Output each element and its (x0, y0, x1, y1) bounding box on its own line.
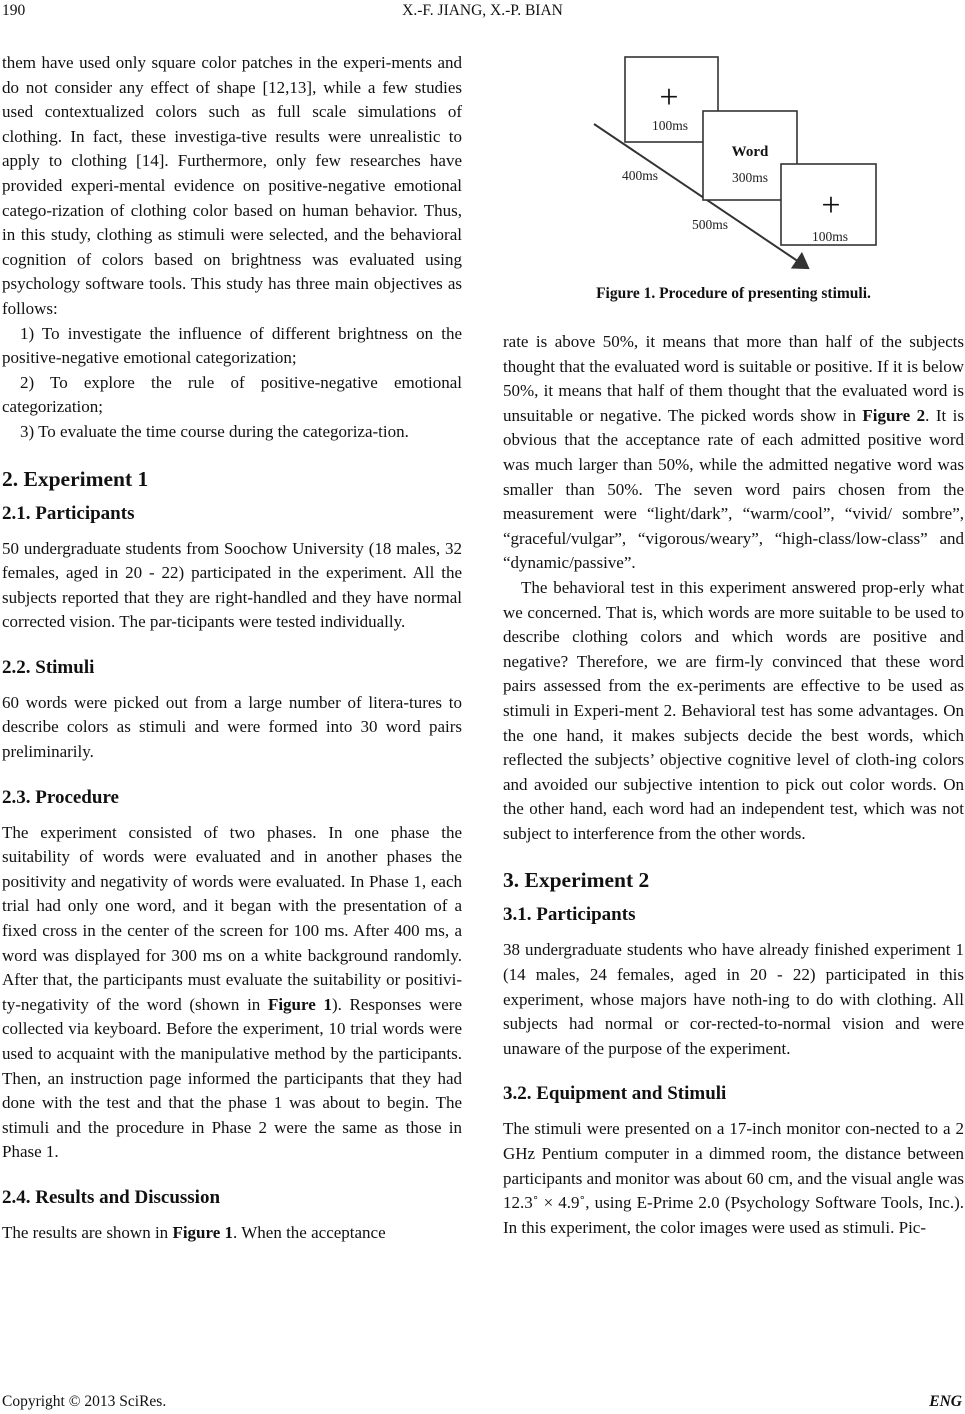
results-paragraph: The results are shown in Figure 1. When the acceptance (2, 1222, 386, 1242)
objective-3: 3) To evaluate the time course during the categoriza-tion. (20, 421, 409, 441)
duration-label-500ms: 500ms (691, 217, 729, 232)
figure-1-caption: Figure 1. Procedure of presenting stimuli. (596, 285, 871, 302)
participants-paragraph: 38 undergraduate students who have already finished experiment 1 (14 males, 24 females, aged in 20 - 22) participated in this experiment, whose majors have noth-ing to do with clothing. All subjects had normal or cor-rected-to-normal vision and were unaware of the purpose of the experiment. (503, 940, 964, 1058)
figure-1-reference[interactable]: Figure 1 (267, 994, 332, 1014)
section-heading-experiment-1: 2. Experiment 1 (2, 466, 149, 491)
procedure-paragraph: The experiment consisted of two phases. In one phase the suitability of words were evaluated and in another phases the positivity and negativity of words were evaluated. In Phase 1, each trial had only one word, and it began with the presentation of a fixed cross in the center of the screen for 100 ms. After 400 ms, a word was displayed for 300 ms on a white background randomly. After that, the participants must evaluate the suitability or positivi-ty-negativity of the word (shown in Figure 1). Responses were collected via keyboard. Before the experiment, 10 trial words were used to acquaint with the manipulative method by the participants. Then, an instruction page informed the participants that they had done with the test and that the phase 1 was about to begin. The stimuli and the procedure in Phase 2 were the same as those in Phase 1. (2, 822, 462, 1162)
subsection-heading-equipment: 3.2. Equipment and Stimuli (503, 1083, 727, 1105)
page-header (0, 2, 965, 24)
figure-1-diagram (560, 50, 900, 280)
participants-paragraph: 50 undergraduate students from Soochow University (18 males, 32 females, aged in 20 - 22) participated in the experiment. All the subjects reported that they are right-handled and they have normal corrected vision. The par-ticipants were tested individually. (2, 538, 462, 632)
section-heading-experiment-2: 3. Experiment 2 (503, 868, 650, 893)
duration-label-400ms: 400ms (621, 168, 659, 183)
word-stimulus-label: Word (731, 144, 769, 160)
stimuli-paragraph: 60 words were picked out from a large number of litera-tures to describe colors as stimuli and were formed into 30 word pairs preliminarily. (2, 692, 462, 762)
equipment-paragraph: The stimuli were presented on a 17-inch monitor con-nected to a 2 GHz Pentium computer in a dimmed room, the distance between participants and monitor was about 60 cm, and the visual angle was 12.3˚ × 4.9˚, using E-Prime 2.0 (Psychology Software Tools, Inc.). In this experiment, the color images were used as stimuli. Pic- (503, 1119, 964, 1237)
behavioral-test-paragraph: The behavioral test in this experiment answered prop-erly what we concerned. That is, which words are more suitable to be used to describe clothing colors and which words are positive and negative? Therefore, we are firm-ly convinced that these word pairs assessed from the ex-periments are effective to be used as stimuli in Experi-ment 2. Behavioral test has some advantages. On the one hand, it makes subjects decide the best words, which reflected the subjects’ objective cognitive level of cloth-ing colors and avoided our subjective intention to pick out color words. On the other hand, each word had an independent test, which was not subject to interference from the other words. (503, 577, 964, 843)
subsection-heading-participants: 3.1. Participants (503, 904, 636, 926)
objective-2: 2) To explore the rule of positive-negative emotional categorization; (2, 372, 462, 417)
running-title: X.-F. JIANG, X.-P. BIAN (402, 2, 563, 19)
duration-label-100ms: 100ms (811, 229, 849, 244)
page-number: 190 (2, 2, 26, 19)
subsection-heading-stimuli: 2.2. Stimuli (2, 656, 95, 678)
intro-paragraph: them have used only square color patches in the experi-ments and do not consider any effect of shape [12,13], while a few studies used contextualized colors such as full scale simulations of clothing. In fact, these investiga-tive results were unrealistic to apply to clothing [14]. Furthermore, only few researches have provided experi-mental evidence on positive-negative emotional catego-rization of clothing color based on human behavior. Thus, in this study, clothing as stimuli were selected, and the behavioral cognition of colors based on brightness was evaluated using psychology software tools. This study has three main objectives as follows: (2, 53, 462, 318)
fixation-cross-2: + (821, 187, 841, 224)
subsection-heading-results: 2.4. Results and Discussion (2, 1186, 221, 1208)
duration-label-300ms: 300ms (731, 170, 769, 185)
subsection-heading-procedure: 2.3. Procedure (2, 786, 119, 808)
figure-1-reference[interactable]: Figure 1 (172, 1222, 234, 1242)
acceptance-rate-paragraph: rate is above 50%, it means that more than half of the subjects thought that the evaluated word is suitable or positive. If it is below 50%, it means that half of them thought that the evaluated word is unsuitable or negative. The picked words show in Figure 2. It is obvious that the acceptance rate of each admitted positive word was much larger than 50%, while the admitted negative word was smaller than 50%. The seven word pairs chosen from the measurement were “light/dark”, “warm/cool”, “vivid/ sombre”, “graceful/vulgar”, “vigorous/weary”, “high-class/low-class” and “dynamic/passive”. (503, 332, 964, 573)
copyright-notice: Copyright © 2013 SciRes. (2, 1393, 167, 1410)
subsection-heading-participants: 2.1. Participants (2, 502, 135, 524)
fixation-cross-1: + (659, 79, 679, 116)
figure-2-reference[interactable]: Figure 2 (862, 405, 926, 425)
left-column (2, 51, 462, 1246)
journal-abbreviation: ENG (929, 1393, 962, 1410)
objective-1: 1) To investigate the influence of different brightness on the positive-negative emotional categorization; (2, 323, 462, 368)
duration-label-100ms: 100ms (651, 118, 689, 133)
right-column (503, 330, 964, 1240)
